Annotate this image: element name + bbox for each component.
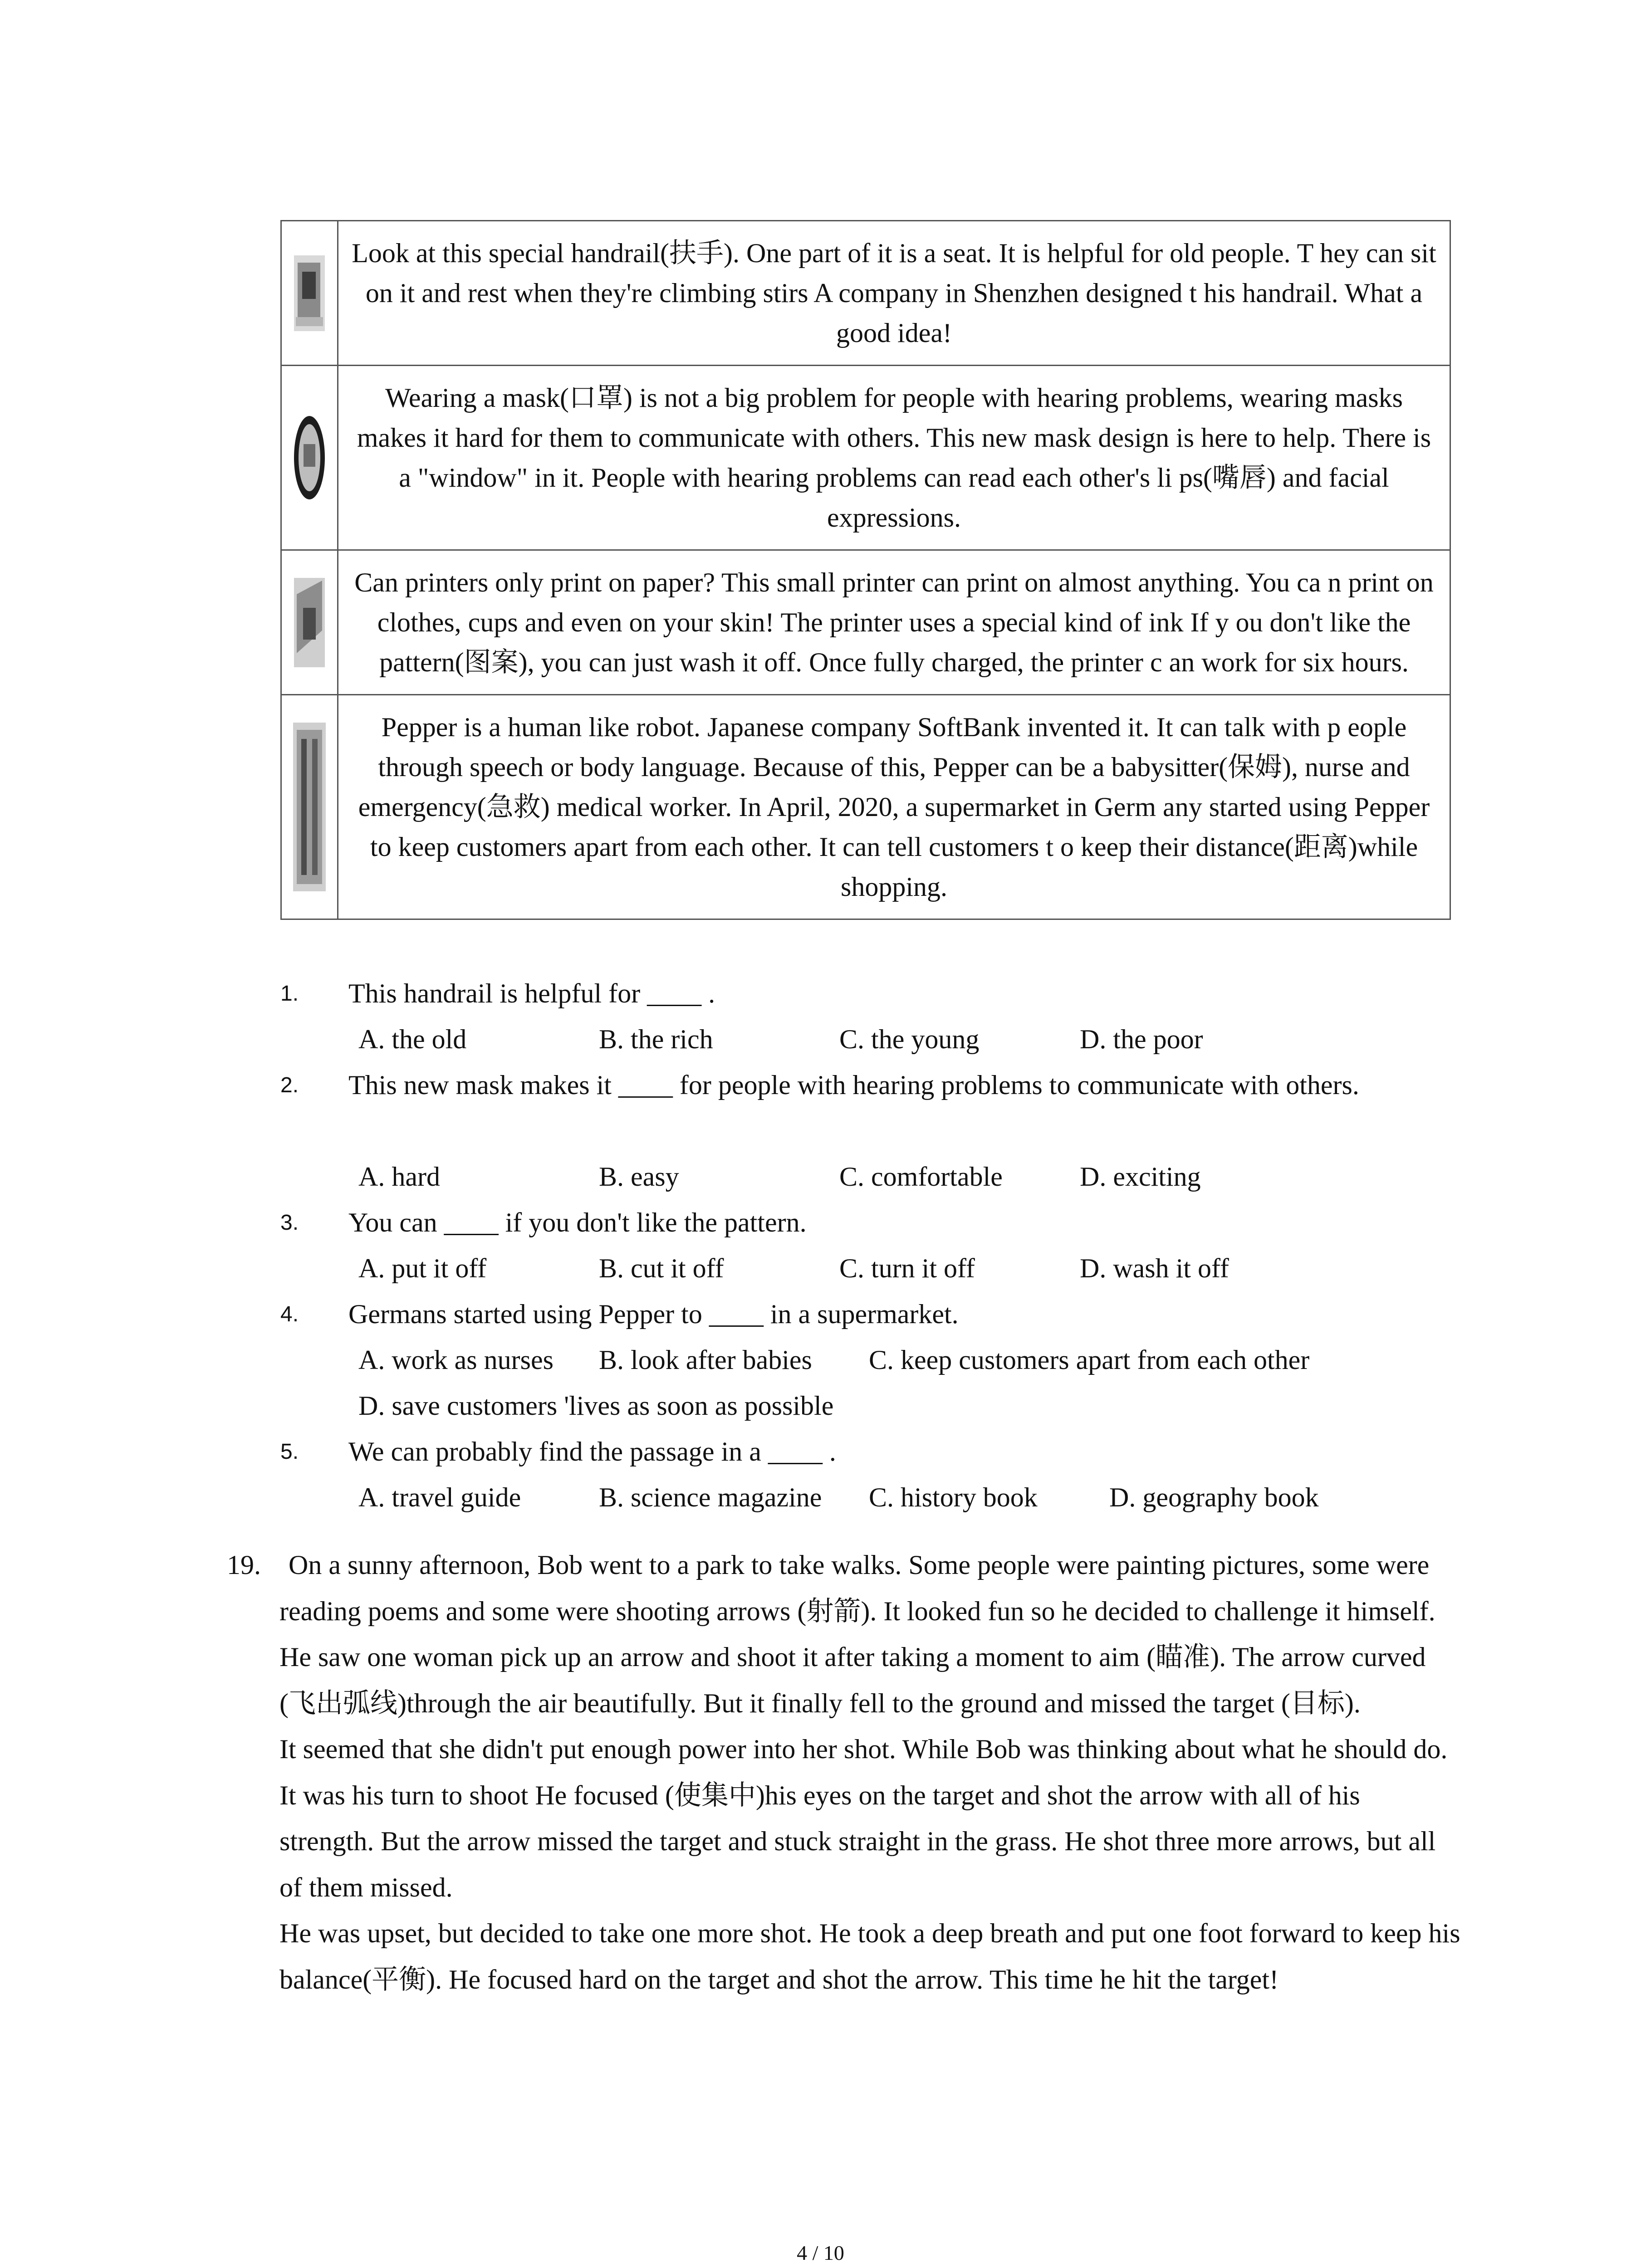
option: D. wash it off <box>1080 1253 1229 1283</box>
page-number: 4 / 10 <box>797 2241 844 2264</box>
table-row <box>281 695 1450 919</box>
question-text: This handrail is helpful for ____ . <box>348 978 715 1008</box>
thumbnail-cell <box>281 366 338 550</box>
option: A. the old <box>358 1024 467 1054</box>
option: B. science magazine <box>599 1482 822 1512</box>
article-text: Can printers only print on paper? This small printer can print on almost anything. You ca n print on clothes, cups and even on your skin! The printer uses a special kind of ink If y ou don't like the pattern(图案), you can just wash it off. Once fully charged, the printer c an work for six hours. <box>338 550 1450 695</box>
thumbnail-cell <box>281 550 338 695</box>
option: C. history book <box>869 1482 1038 1512</box>
option: A. hard <box>358 1162 440 1192</box>
printer-photo-icon <box>292 576 327 669</box>
option: D. geography book <box>1109 1482 1319 1512</box>
option: D. save customers 'lives as soon as possible <box>358 1391 834 1421</box>
table-row <box>281 221 1450 366</box>
option: B. look after babies <box>599 1345 812 1375</box>
article-table <box>280 220 1451 920</box>
options <box>358 1383 1470 1429</box>
paragraph: On a sunny afternoon, Bob went to a park to take walks. Some people were painting pictures, some were reading poems and some were shooting arrows (射箭). It looked fun so he decided to challenge it himself. <box>279 1550 1435 1626</box>
option: B. cut it off <box>599 1253 724 1283</box>
article-text: Wearing a mask(口罩) is not a big problem for people with hearing problems, wearing masks makes it hard for them to communicate with others. This new mask design is here to help. There is a "window" in it. People with hearing problems can read each other's li ps(嘴唇) and facial expressions. <box>338 366 1450 550</box>
question-number: 1. <box>280 982 299 1006</box>
article-text: Pepper is a human like robot. Japanese company SoftBank invented it. It can talk with p eople through speech or body language. Because of this, Pepper can be a babysitter(保姆), nurse and emergency(急救) medical worker. In April, 2020, a supermarket in Germ any started using Pepper to keep customers apart from each other. It can tell customers t o keep their distance(距离)while shopping. <box>338 695 1450 919</box>
question-number: 5. <box>280 1440 299 1464</box>
option: D. exciting <box>1080 1162 1201 1192</box>
options <box>358 1154 1470 1200</box>
question-number: 2. <box>280 1073 299 1097</box>
option: C. keep customers apart from each other <box>869 1345 1310 1375</box>
paragraph: It seemed that she didn't put enough power into her shot. While Bob was thinking about what he should do. It was his turn to shoot He focused (使集中)his eyes on the target and shot the arrow with all of his strength. But the arrow missed the target and stuck straight in the grass. He shot three more arrows, but all of them missed. <box>279 1734 1448 1902</box>
table-row <box>281 366 1450 550</box>
paragraph: He was upset, but decided to take one more shot. He took a deep breath and put one foot forward to keep his balance(平衡). He focused hard on the target and shot the arrow. This time he hit the target! <box>279 1918 1460 1994</box>
options <box>358 1246 1470 1291</box>
robot-photo-icon <box>291 721 328 893</box>
handrail-photo-icon <box>292 254 327 333</box>
question-text: Germans started using Pepper to ____ in a supermarket. <box>348 1299 959 1329</box>
options <box>358 1475 1470 1520</box>
question-number: 4. <box>280 1302 299 1326</box>
option: A. travel guide <box>358 1482 521 1512</box>
option: D. the poor <box>1080 1024 1203 1054</box>
option: C. turn it off <box>839 1253 975 1283</box>
article-text: Look at this special handrail(扶手). One part of it is a seat. It is helpful for old people. T hey can sit on it and rest when they're climbing stirs A company in Shenzhen designed t his handrail. What a good idea! <box>338 221 1450 366</box>
option: C. the young <box>839 1024 980 1054</box>
paragraph: He saw one woman pick up an arrow and shoot it after taking a moment to aim (瞄准). The arrow curved (飞出弧线)through the air beautifully. But it finally fell to the ground and missed the target (目标). <box>279 1642 1426 1718</box>
option: B. the rich <box>599 1024 713 1054</box>
table-row <box>281 550 1450 695</box>
question-number: 3. <box>280 1211 299 1235</box>
question-text: This new mask makes it ____ for people with hearing problems to communicate with others. <box>348 1070 1359 1100</box>
options <box>358 1337 1470 1383</box>
option: C. comfortable <box>839 1162 1003 1192</box>
mask-photo-icon <box>291 412 328 503</box>
option: A. put it off <box>358 1253 487 1283</box>
options <box>358 1017 1470 1062</box>
thumbnail-cell <box>281 695 338 919</box>
option: A. work as nurses <box>358 1345 554 1375</box>
thumbnail-cell <box>281 221 338 366</box>
question-text: You can ____ if you don't like the pattern. <box>348 1207 807 1237</box>
option: B. easy <box>599 1162 679 1192</box>
question-text: We can probably find the passage in a ____ . <box>348 1437 836 1466</box>
passage-number: 19. <box>227 1550 261 1580</box>
passage-19 <box>227 1542 1461 2003</box>
